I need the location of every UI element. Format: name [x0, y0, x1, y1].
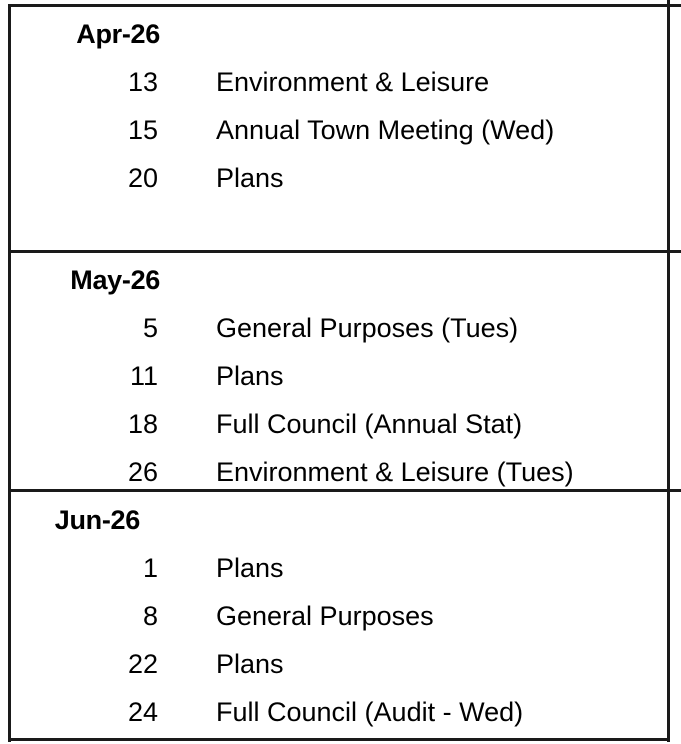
table-row	[0, 360, 668, 408]
meeting-day: 13	[127, 67, 158, 97]
meeting-day: 20	[127, 163, 158, 193]
meeting-name: Plans	[216, 163, 284, 193]
table-row	[0, 312, 668, 360]
meeting-day: 22	[127, 649, 158, 679]
section-divider-may	[8, 250, 681, 253]
meeting-name: Full Council (Audit - Wed)	[216, 697, 524, 727]
table-row	[0, 408, 668, 456]
table-row	[0, 456, 668, 504]
table-row	[0, 552, 668, 600]
month-heading: Apr-26	[76, 19, 160, 49]
meeting-name: Full Council (Annual Stat)	[216, 409, 523, 439]
meeting-day: 26	[127, 457, 158, 487]
meeting-name: Plans	[216, 553, 284, 583]
meeting-day: 15	[127, 115, 158, 145]
table-row	[0, 114, 668, 162]
table-row	[0, 600, 668, 648]
meeting-day: 1	[142, 553, 158, 583]
table-row	[0, 648, 668, 696]
month-heading: Jun-26	[54, 505, 140, 535]
meeting-day: 8	[142, 601, 158, 631]
table-row	[0, 162, 668, 210]
meeting-name: Environment & Leisure (Tues)	[216, 457, 574, 487]
meeting-name: Plans	[216, 361, 284, 391]
meeting-name: General Purposes (Tues)	[216, 313, 519, 343]
meeting-day: 11	[129, 361, 158, 391]
meeting-day: 24	[127, 697, 158, 727]
meeting-day: 5	[142, 313, 158, 343]
meeting-name: Plans	[216, 649, 284, 679]
meeting-day: 18	[127, 409, 158, 439]
table-row	[0, 66, 668, 114]
table-top-border	[8, 4, 681, 7]
meeting-name: Annual Town Meeting (Wed)	[216, 115, 555, 145]
meeting-name: General Purposes	[216, 601, 434, 631]
table-row	[0, 696, 668, 744]
month-heading: May-26	[70, 265, 160, 295]
meeting-name: Environment & Leisure	[216, 67, 490, 97]
